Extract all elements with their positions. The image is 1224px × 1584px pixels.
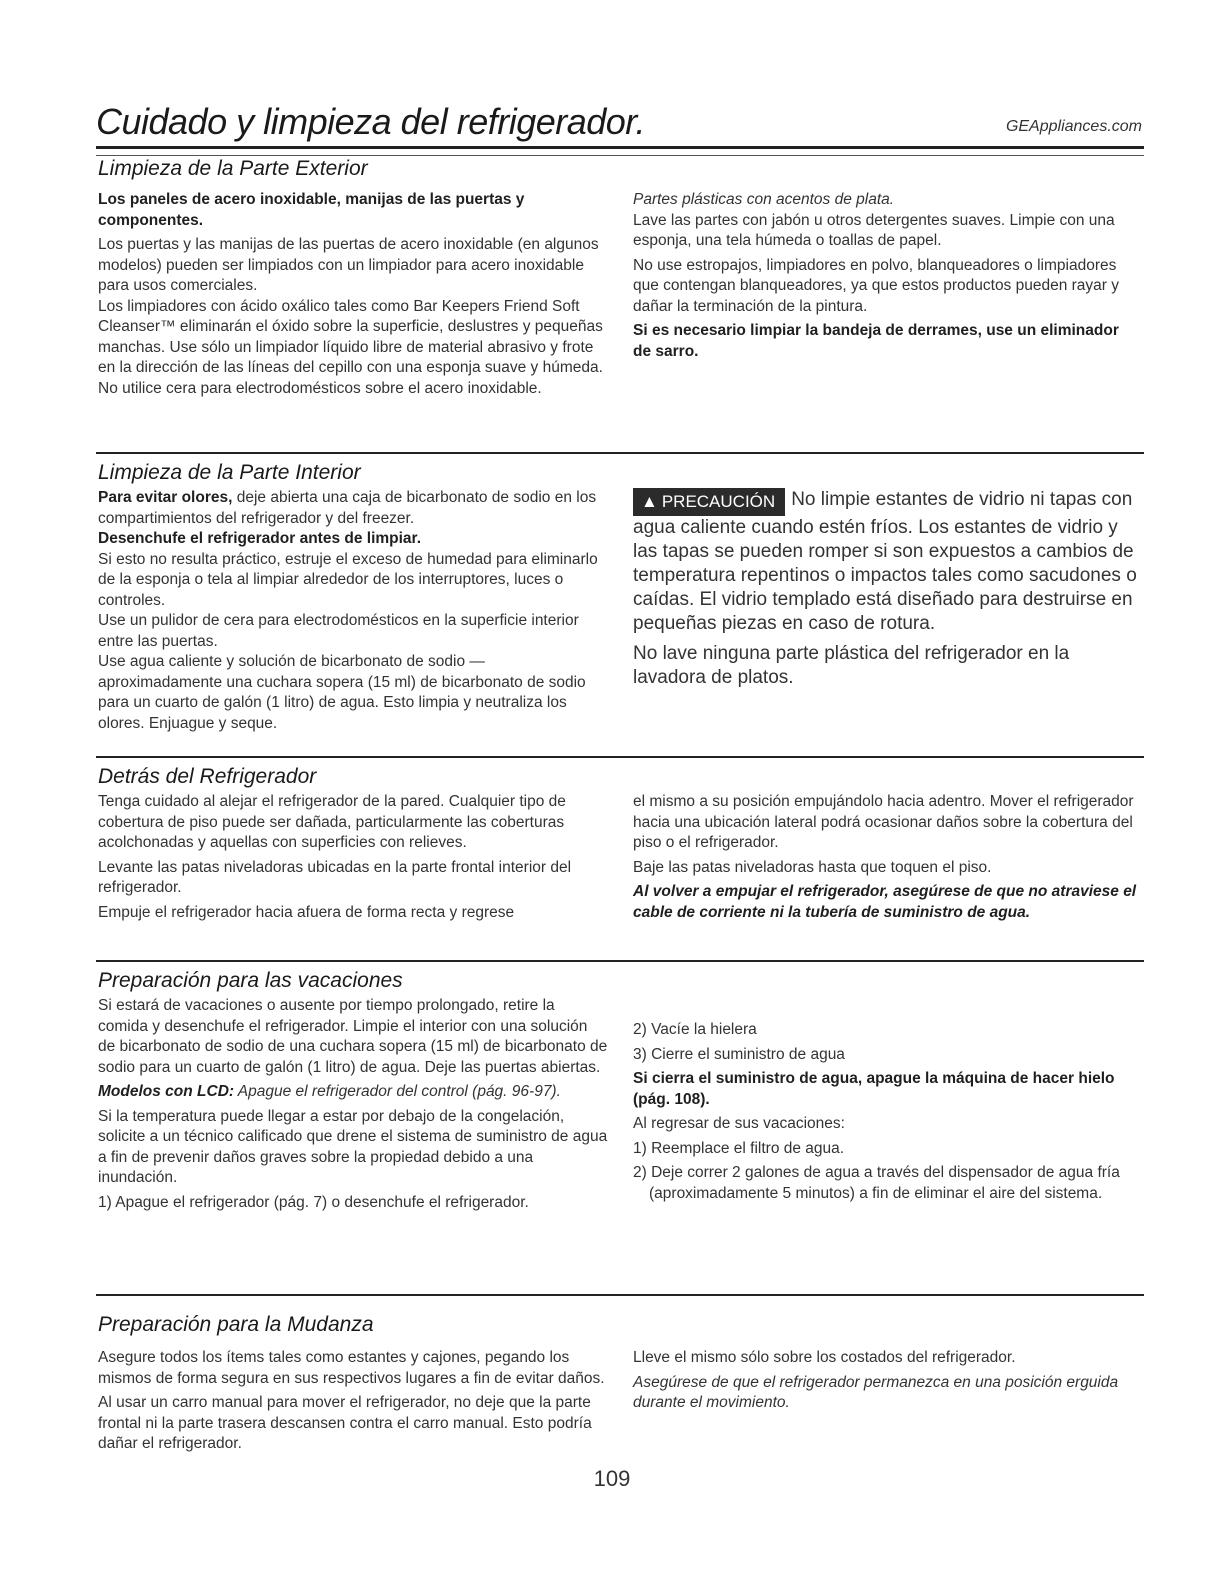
upright-note: Asegúrese de que el refrigerador permanezca en una posición erguida durante el movimiento.	[633, 1373, 1119, 1411]
section-title-exterior: Limpieza de la Parte Exterior	[98, 157, 368, 180]
vacation-paragraph: Si estará de vacaciones o ausente por tiempo prolongado, retire la comida y desenchufe el refrigerador. Limpie el interior con una solución de bicarbonato de sodio de una cuchara sopera (15 ml) de bicarbonato de sodio para un cuarto de galón (1 litro) de agua. Deje las puertas abiertas.	[98, 997, 608, 1076]
moving-paragraph: Asegure todos los ítems tales como estantes y cajones, pegando los mismos de forma segura en sus respectivos lugares a fin de evitar daños.	[98, 1349, 605, 1387]
section-title-behind: Detrás del Refrigerador	[98, 765, 317, 788]
vacation-left-column	[98, 996, 608, 1217]
page-number: 109	[593, 1466, 631, 1491]
lcd-models-note	[98, 1082, 608, 1103]
vacation-step: 2) Vacíe la hielera	[633, 1021, 757, 1038]
interior-paragraph	[98, 488, 608, 529]
interior-paragraph: Use agua caliente y solución de bicarbonato de sodio — aproximadamente una cuchara sopera (15 ml) de bicarbonato de sodio para un cuarto de galón (1 litro) de agua. Esto limpia y neutraliza los olores. Enjuague y seque.	[98, 653, 586, 732]
drip-tray-note: Si es necesario limpiar la bandeja de derrames, use un eliminador de sarro.	[633, 322, 1119, 360]
return-label: Al regresar de sus vacaciones:	[633, 1115, 845, 1132]
vacation-paragraph: Si la temperatura puede llegar a estar por debajo de la congelación, solicite a un técnico calificado que drene el sistema de suministro de agua a fin de prevenir daños graves sobre la propiedad debido a una inundación.	[98, 1107, 608, 1186]
moving-left-column	[98, 1348, 608, 1459]
page	[96, 100, 1144, 1482]
section-title-moving: Preparación para la Mudanza	[98, 1313, 374, 1336]
exterior-right-column	[633, 190, 1141, 366]
section-divider	[96, 960, 1144, 962]
caution-paragraph	[633, 488, 1141, 636]
return-step: 2) Deje correr 2 galones de agua a través del dispensador de agua fría (aproximadamente 5 minutos) a fin de eliminar el aire del sistema.	[633, 1164, 1120, 1202]
section-divider	[96, 1294, 1144, 1296]
cable-warning: Al volver a empujar el refrigerador, asegúrese de que no atraviese el cable de corriente ni la tubería de suministro de agua.	[633, 883, 1137, 921]
lcd-label: Modelos con LCD:	[98, 1083, 235, 1100]
behind-left-column	[98, 792, 608, 927]
caution-text: No limpie estantes de vidrio ni tapas con agua caliente cuando estén fríos. Los estantes de vidrio y las tapas se pueden romper si son expuestos a cambios de temperatura repentinos o impactos tales como sacudones o caídas. El vidrio templado está diseñado para destruirse en pequeñas piezas en caso de rotura.	[633, 489, 1137, 634]
icemaker-note: Si cierra el suministro de agua, apague la máquina de hacer hielo (pág. 108).	[633, 1070, 1115, 1108]
interior-left-column	[98, 488, 608, 738]
behind-paragraph: Levante las patas niveladoras ubicadas en la parte frontal interior del refrigerador.	[98, 858, 572, 896]
section-title-vacation: Preparación para las vacaciones	[98, 969, 403, 992]
return-step: 1) Reemplace el filtro de agua.	[633, 1139, 845, 1157]
moving-right-column	[633, 1348, 1141, 1418]
site-url: GEAppliances.com	[1005, 118, 1142, 135]
behind-paragraph: el mismo a su posición empujándolo hacia adentro. Mover el refrigerador hacia una ubicación lateral podrá ocasionar daños sobre la cobertura del piso o el refrigerador.	[633, 793, 1134, 851]
caution-label: PRECAUCIÓN	[661, 492, 776, 511]
behind-right-column	[633, 792, 1141, 927]
interior-paragraph: Si esto no resulta práctico, estruje el exceso de humedad para eliminarlo de la esponja o tela al limpiar alrededor de los interruptores, luces o controles.	[98, 550, 598, 609]
vacation-step: 3) Cierre el suministro de agua	[633, 1045, 845, 1063]
section-title-interior: Limpieza de la Parte Interior	[98, 461, 361, 484]
page-header	[96, 100, 1144, 144]
exterior-paragraph: Los limpiadores con ácido oxálico tales como Bar Keepers Friend Soft Cleanser™ eliminarán el óxido sobre la superficie, deslustres y pequeñas manchas. Use sólo un limpiador líquido libre de material abrasivo y frote en la dirección de las líneas del cepillo con una esponja suave y húmeda. No utilice cera para electrodomésticos sobre el acero inoxidable.	[98, 297, 603, 397]
exterior-paragraph: Los puertas y las manijas de las puertas de acero inoxidable (en algunos modelos) pueden ser limpiados con un limpiador para acero inoxidable para usos comerciales.	[98, 236, 599, 294]
vacation-right-column	[633, 1020, 1141, 1208]
section-exterior	[96, 156, 1144, 452]
warning-icon: ▲	[641, 492, 658, 511]
odor-label: Para evitar olores,	[98, 489, 233, 506]
moving-paragraph: Al usar un carro manual para mover el refrigerador, no deje que la parte frontal ni la parte trasera descansen contra el carro manual. Esto podría dañar el refrigerador.	[98, 1394, 592, 1452]
behind-paragraph: Tenga cuidado al alejar el refrigerador de la pared. Cualquier tipo de cobertura de piso puede ser dañada, particularmente las coberturas acolchonadas y aquellas con superficies con relieves.	[98, 793, 566, 851]
caution-badge	[633, 488, 785, 516]
vacation-step: 1) Apague el refrigerador (pág. 7) o desenchufe el refrigerador.	[98, 1193, 529, 1211]
unplug-warning: Desenchufe el refrigerador antes de limpiar.	[98, 530, 422, 547]
exterior-bold-heading: Los paneles de acero inoxidable, manijas de las puertas y componentes.	[98, 191, 525, 229]
exterior-left-column	[98, 190, 608, 403]
section-behind	[96, 764, 1144, 960]
section-divider	[96, 452, 1144, 454]
interior-right-column	[633, 488, 1141, 694]
section-vacation	[96, 968, 1144, 1294]
page-title: Cuidado y limpieza del refrigerador.	[96, 101, 645, 142]
lcd-text: Apague el refrigerador del control (pág. 96-97).	[234, 1083, 561, 1100]
dishwasher-warning: No lave ninguna parte plástica del refrigerador en la lavadora de platos.	[633, 643, 1070, 688]
section-moving	[96, 1312, 1144, 1482]
behind-paragraph: Empuje el refrigerador hacia afuera de forma recta y regrese	[98, 903, 515, 921]
section-divider	[96, 756, 1144, 758]
moving-paragraph: Lleve el mismo sólo sobre los costados del refrigerador.	[633, 1349, 1016, 1366]
plastic-parts-heading: Partes plásticas con acentos de plata.	[633, 191, 895, 208]
header-rule	[96, 146, 1144, 156]
interior-paragraph: Use un pulidor de cera para electrodomésticos en la superficie interior entre las puertas.	[98, 612, 579, 650]
section-interior	[96, 460, 1144, 756]
exterior-paragraph: No use estropajos, limpiadores en polvo, blanqueadores o limpiadores que contengan blanqueadores, ya que estos productos pueden rayar y dañar la terminación de la pintura.	[633, 256, 1120, 315]
odor-text: deje abierta una caja de bicarbonato de sodio en los compartimientos del refrigerador y del freezer.	[98, 489, 597, 527]
exterior-paragraph: Lave las partes con jabón u otros detergentes suaves. Limpie con una esponja, una tela húmeda o toallas de papel.	[633, 211, 1115, 249]
behind-paragraph: Baje las patas niveladoras hasta que toquen el piso.	[633, 858, 992, 876]
